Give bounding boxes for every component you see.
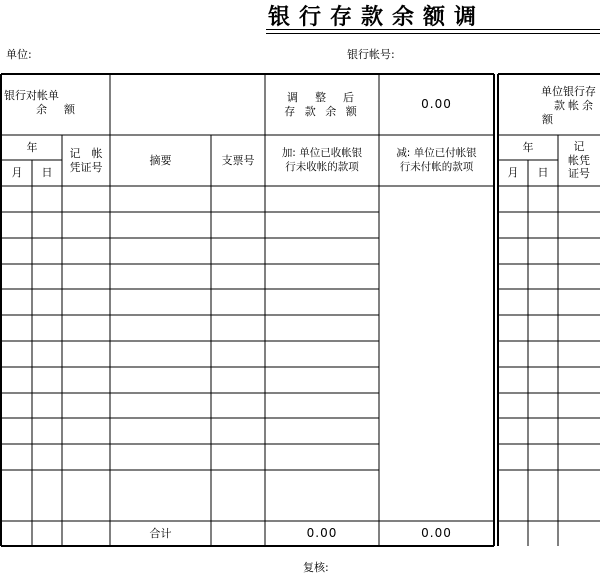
right-year-header: 年 <box>522 140 534 154</box>
page-title: 银行存款余额调 <box>268 5 486 30</box>
unit-book-balance-header <box>500 80 600 132</box>
adjusted-balance-value: 0.00 <box>421 97 452 111</box>
total-subtract-value: 0.00 <box>421 526 452 540</box>
right-day-header: 日 <box>537 166 549 180</box>
voucher-line2: 凭证号 <box>69 160 103 174</box>
adjusted-balance-header <box>265 74 379 135</box>
total-label: 合计 <box>149 526 172 540</box>
summary-header: 摘要 <box>149 153 172 167</box>
adjusted-balance-line2: 存 款 余 额 <box>284 104 360 118</box>
voucher-no-header <box>62 135 110 186</box>
adjusted-balance-line1: 调 整 后 <box>287 90 357 104</box>
total-add-value: 0.00 <box>306 526 338 540</box>
subtract-items-header <box>379 135 494 186</box>
right-voucher-line1: 记 <box>573 139 585 153</box>
right-voucher-line3: 证号 <box>568 167 590 181</box>
check-no-header: 支票号 <box>221 153 255 167</box>
day-header: 日 <box>41 166 53 180</box>
reviewer-label: 复核: <box>303 561 329 574</box>
unit-book-balance-line3: 额 <box>542 112 553 126</box>
right-month-header: 月 <box>507 166 519 180</box>
year-header: 年 <box>26 140 38 154</box>
add-items-line2: 行未收帐的款项 <box>285 160 359 173</box>
unit-book-balance-line1: 单位银行存 <box>541 85 596 99</box>
unit-book-balance-line2: 款帐余 <box>554 99 596 113</box>
bank-account-label: 银行帐号: <box>347 48 395 61</box>
add-items-header <box>265 135 379 186</box>
subtract-items-line2: 行未付帐的款项 <box>399 160 474 173</box>
right-voucher-no-header <box>558 135 600 186</box>
voucher-line1: 记 帐 <box>69 146 103 160</box>
add-items-line1: 加: 单位已收帐银 <box>281 147 363 160</box>
bank-statement-balance-line2: 余 额 <box>36 102 78 116</box>
bank-statement-balance-header <box>4 89 108 133</box>
unit-label: 单位: <box>6 48 32 61</box>
month-header: 月 <box>11 166 23 180</box>
right-voucher-line2: 帐凭 <box>568 153 590 167</box>
subtract-items-line1: 减: 单位已付帐银 <box>396 147 477 160</box>
bank-statement-balance-line1: 银行对帐单 <box>4 89 59 102</box>
